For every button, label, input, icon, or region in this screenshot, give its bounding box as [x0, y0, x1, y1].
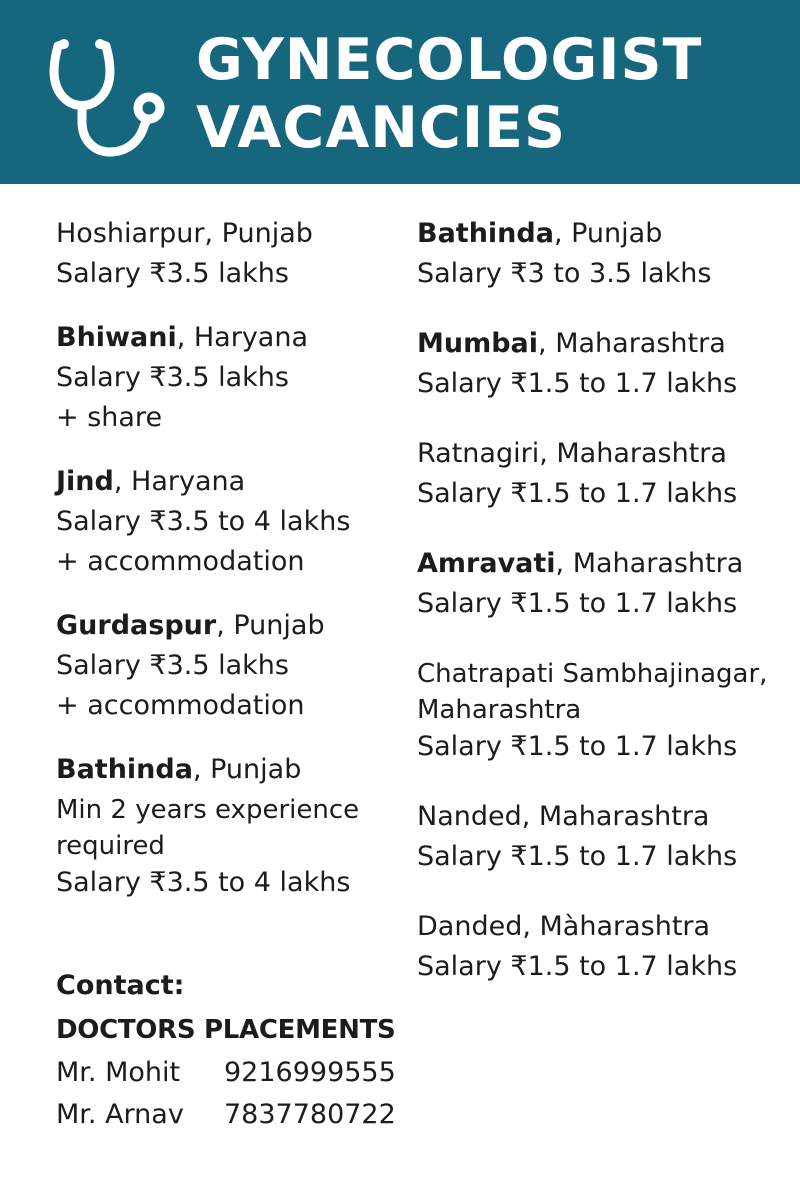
- vacancy-entry: [56, 214, 406, 294]
- vacancy-detail: Salary ₹1.5 to 1.7 lakhs: [417, 841, 738, 872]
- contact-name: Mr. Mohit: [56, 1057, 181, 1088]
- vacancy-location: Hoshiarpur, Punjab: [56, 218, 313, 249]
- vacancy-detail: Salary ₹3.5 lakhs: [56, 650, 289, 681]
- vacancy-city: Bathinda: [56, 754, 193, 785]
- vacancy-entry: [417, 214, 800, 294]
- contact-person: [56, 1094, 476, 1136]
- vacancy-detail: Salary ₹3.5 lakhs: [56, 362, 289, 393]
- vacancy-state: Maharashtra: [556, 438, 727, 469]
- vacancy-entry: [417, 544, 800, 624]
- vacancy-entry: [56, 750, 406, 903]
- left-vacancy-column: [56, 214, 406, 903]
- header-banner: [0, 0, 800, 184]
- vacancy-location: Amravati, Maharashtra: [417, 548, 744, 579]
- vacancy-location: Nanded, Maharashtra: [417, 801, 710, 832]
- vacancy-detail: + accommodation: [56, 546, 305, 577]
- vacancy-location: Danded, Màharashtra: [417, 911, 711, 942]
- vacancy-entry: [56, 318, 406, 438]
- vacancy-detail: Salary ₹1.5 to 1.7 lakhs: [417, 731, 738, 762]
- vacancy-state: Haryana: [131, 466, 246, 497]
- vacancy-city: Hoshiarpur: [56, 218, 205, 249]
- vacancy-entry: [417, 654, 800, 767]
- agency-name: DOCTORS PLACEMENTS: [56, 1015, 396, 1045]
- vacancy-location: Jind, Haryana: [56, 466, 246, 497]
- vacancy-detail: + accommodation: [56, 690, 305, 721]
- vacancy-detail: Salary ₹3.5 to 4 lakhs: [56, 867, 351, 898]
- vacancy-location: Gurdaspur, Punjab: [56, 610, 325, 641]
- vacancy-state: Maharashtra: [538, 801, 710, 832]
- vacancy-detail: Salary ₹1.5 to 1.7 lakhs: [417, 588, 738, 619]
- vacancy-city: Amravati: [417, 548, 556, 579]
- vacancy-location: Bathinda, Punjab: [56, 754, 302, 785]
- vacancy-detail: Salary ₹1.5 to 1.7 lakhs: [417, 368, 738, 399]
- vacancy-entry: [417, 324, 800, 404]
- vacancy-detail: Salary ₹3 to 3.5 lakhs: [417, 258, 712, 289]
- page-title: [196, 26, 702, 162]
- contact-heading: Contact:: [56, 970, 185, 1001]
- contact-person: [56, 1052, 476, 1094]
- vacancy-detail: + share: [56, 402, 163, 433]
- vacancy-city: Mumbai: [417, 328, 539, 359]
- stethoscope-icon: [48, 34, 178, 164]
- contact-section: [56, 964, 476, 1136]
- vacancy-location: Chatrapati Sambhajinagar,: [417, 659, 768, 689]
- vacancy-state: Màharashtra: [539, 911, 711, 942]
- vacancy-detail: Min 2 years experience: [56, 795, 360, 825]
- vacancy-city: Bhiwani: [56, 322, 177, 353]
- vacancy-city: Bathinda: [417, 218, 554, 249]
- title-line-1: GYNECOLOGIST: [196, 27, 703, 93]
- vacancy-detail: required: [56, 831, 165, 861]
- vacancy-entry: [56, 462, 406, 582]
- vacancy-detail: Salary ₹3.5 lakhs: [56, 258, 289, 289]
- vacancy-state: Haryana: [193, 322, 309, 353]
- vacancy-state: Maharashtra: [555, 328, 726, 359]
- vacancy-city: Jind: [56, 466, 114, 497]
- vacancy-state: Punjab: [210, 754, 302, 785]
- contact-phone: 9216999555: [224, 1057, 396, 1088]
- vacancy-detail: Salary ₹3.5 to 4 lakhs: [56, 506, 351, 537]
- vacancy-detail: Salary ₹1.5 to 1.7 lakhs: [417, 478, 738, 509]
- vacancy-location: Bhiwani, Haryana: [56, 322, 309, 353]
- vacancy-city: Gurdaspur: [56, 610, 217, 641]
- vacancy-entry: [417, 797, 800, 877]
- vacancy-city: Danded: [417, 911, 523, 942]
- vacancy-location: Ratnagiri, Maharashtra: [417, 438, 727, 469]
- vacancy-state: Punjab: [571, 218, 663, 249]
- vacancy-city: Nanded: [417, 801, 522, 832]
- vacancy-location: Bathinda, Punjab: [417, 218, 663, 249]
- right-vacancy-column: [417, 214, 800, 987]
- vacancy-state: Punjab: [233, 610, 325, 641]
- vacancy-detail: Salary ₹1.5 to 1.7 lakhs: [417, 951, 738, 982]
- contact-name: Mr. Arnav: [56, 1099, 184, 1130]
- vacancy-location: Mumbai, Maharashtra: [417, 328, 726, 359]
- vacancy-state: Punjab: [221, 218, 313, 249]
- vacancy-state: Maharashtra: [417, 695, 582, 725]
- contact-phone: 7837780722: [224, 1099, 396, 1130]
- vacancy-entry: [417, 434, 800, 514]
- vacancy-city: Ratnagiri: [417, 438, 540, 469]
- vacancy-entry: [56, 606, 406, 726]
- title-line-2: VACANCIES: [196, 95, 567, 161]
- vacancy-city: Chatrapati Sambhajinagar: [417, 659, 760, 689]
- vacancy-state: Maharashtra: [572, 548, 744, 579]
